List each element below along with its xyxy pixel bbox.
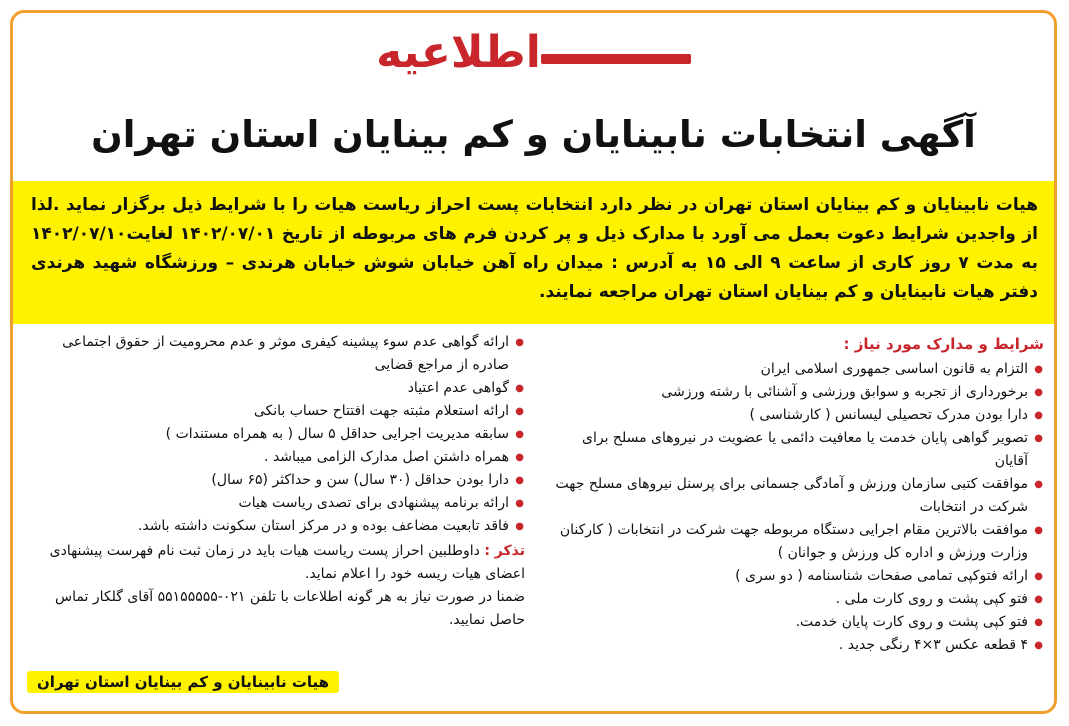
headline: آگهی انتخابات نابینایان و کم بینایان استان تهران: [91, 113, 976, 156]
list-item: ● ارائه گواهی عدم سوء پیشینه کیفری موثر و عدم محرومیت از حقوق اجتماعی صادره از مراجع قضایی: [25, 331, 525, 377]
note-label: تذکر :: [484, 543, 525, 559]
note-text: داوطلبین احراز پست ریاست هیات باید در زمان ثبت نام فهرست پیشنهادی اعضای هیات ریسه خود را اعلام نماید.: [49, 543, 525, 582]
intro-text: هیات نابینایان و کم بینایان استان تهران در نظر دارد انتخابات پست احراز ریاست هیات را با شرایط ذیل برگزار نماید .لذا از واجدین شرایط دعوت بعمل می آورد با مدارک ذیل و پر کردن فرم های مربوطه از تاریخ ۱۴۰۲/۰۷/۰۱ لغایت۱۴۰۲/۰۷/۱۰ به مدت ۷ روز کاری از ساعت ۹ الی ۱۵ به آدرس : میدان راه آهن خیابان شوش خیابان هرندی – ورزشگاه شهید هرندی دفتر هیات نابینایان و کم بینایان استان تهران مراجعه نمایند.: [31, 195, 1038, 302]
list-item: ● فتو کپی پشت و روی کارت ملی .: [554, 588, 1044, 611]
requirements-list: [554, 358, 1044, 657]
more-requirements-list: [25, 331, 525, 538]
note-paragraph: [25, 540, 525, 586]
signature: هیات نابینایان و کم بینایان استان تهران: [27, 671, 339, 693]
notice-frame: [10, 10, 1057, 714]
list-item: ● ۴ قطعه عکس ۳×۴ رنگی جدید .: [554, 634, 1044, 657]
list-item: ● دارا بودن مدرک تحصیلی لیسانس ( کارشناسی ): [554, 404, 1044, 427]
list-item: ● تصویر گواهی پایان خدمت یا معافیت دائمی یا عضویت در نیروهای مسلح برای آقایان: [554, 427, 1044, 473]
contact-text: ضمنا در صورت نیاز به هر گونه اطلاعات با تلفن ۰۲۱-۵۵۱۵۵۵۵۵ آقای گلکار تماس حاصل نمایید.: [55, 589, 525, 628]
list-item: ● موافقت بالاترین مقام اجرایی دستگاه مربوطه جهت شرکت در انتخابات ( کارکنان وزارت ورزش و اداره کل ورزش و جوانان ): [554, 519, 1044, 565]
note-block: [25, 540, 525, 632]
list-item: ● ارائه استعلام مثبته جهت افتتاح حساب بانکی: [25, 400, 525, 423]
list-item: ● گواهی عدم اعتیاد: [25, 377, 525, 400]
list-item: ● موافقت کتبی سازمان ورزش و آمادگی جسمانی برای پرسنل نیروهای مسلح جهت شرکت در انتخابات: [554, 473, 1044, 519]
list-item: ● فاقد تابعیت مضاعف بوده و در مرکز استان سکونت داشته باشد.: [25, 515, 525, 538]
more-requirements-column: [25, 331, 525, 632]
list-item: ● فتو کپی پشت و روی کارت پایان خدمت.: [554, 611, 1044, 634]
list-item: ● همراه داشتن اصل مدارک الزامی میباشد .: [25, 446, 525, 469]
requirements-column: [554, 333, 1044, 657]
title-underline-bar: [541, 54, 691, 64]
list-item: ● ارائه برنامه پیشنهادی برای تصدی ریاست هیات: [25, 492, 525, 515]
list-item: ● برخورداری از تجربه و سوابق ورزشی و آشنائی با رشته ورزشی: [554, 381, 1044, 404]
list-item: ● التزام به قانون اساسی جمهوری اسلامی ایران: [554, 358, 1044, 381]
list-item: ● سابقه مدیریت اجرایی حداقل ۵ سال ( به همراه مستندات ): [25, 423, 525, 446]
notice-title: [13, 27, 1054, 78]
intro-box: [13, 181, 1054, 324]
list-item: ● دارا بودن حداقل (۳۰ سال) سن و حداکثر (۶۵ سال): [25, 469, 525, 492]
list-item: ● ارائه فتوکپی تمامی صفحات شناسنامه ( دو سری ): [554, 565, 1044, 588]
title-text: اطلاعیه: [376, 27, 541, 78]
requirements-title: شرایط و مدارک مورد نیاز :: [843, 335, 1044, 353]
